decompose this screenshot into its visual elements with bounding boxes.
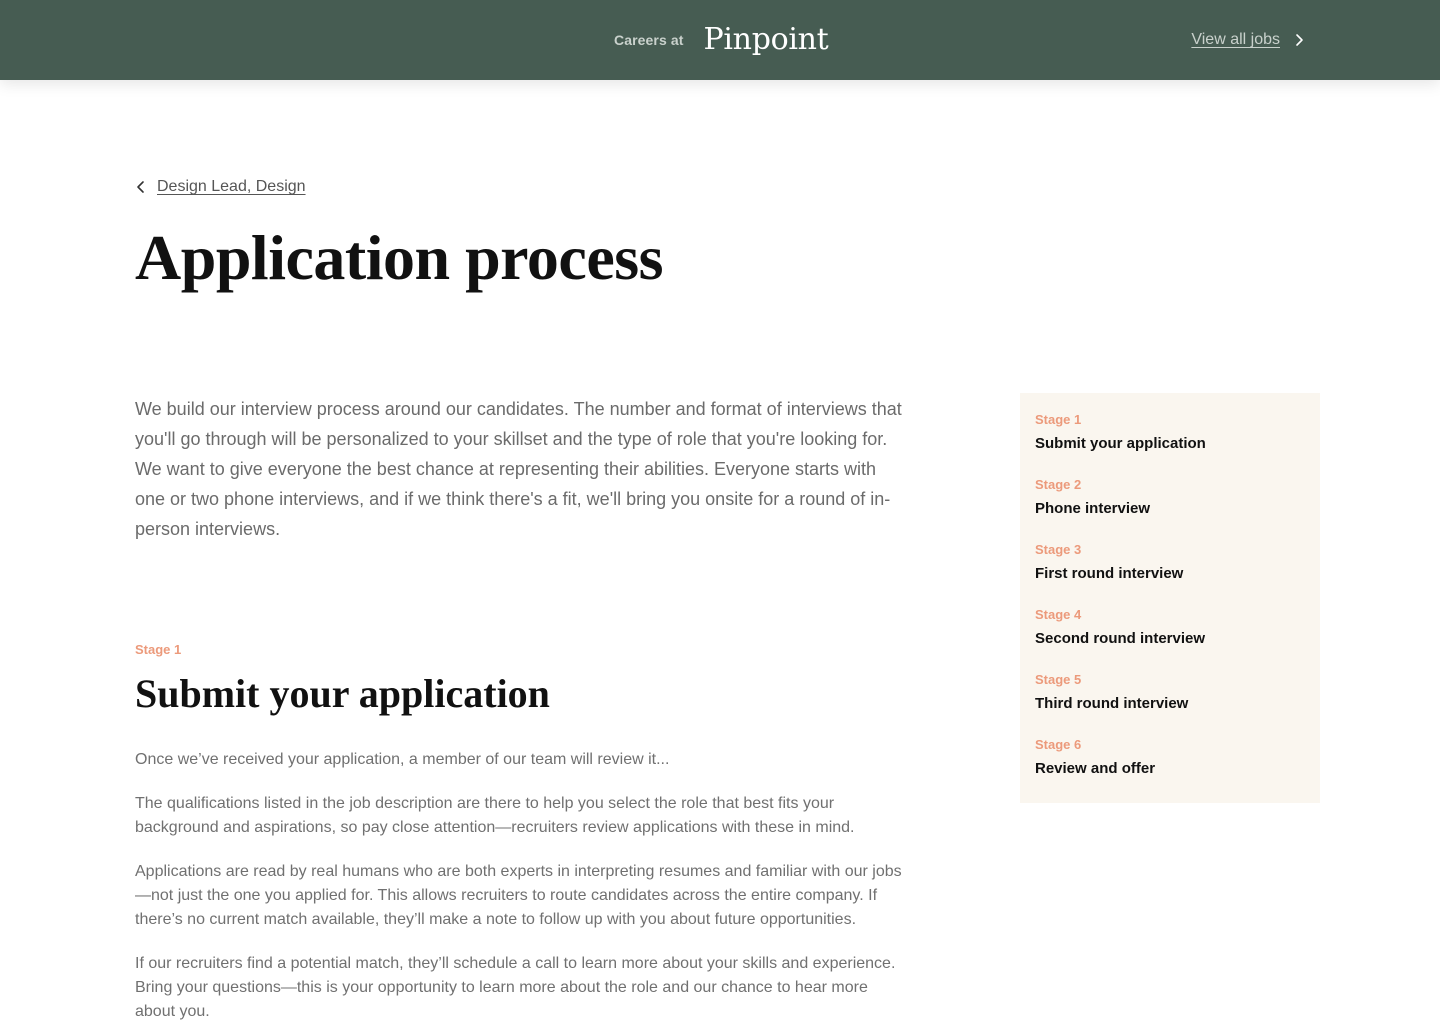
sidebar-stage-title: Phone interview bbox=[1035, 500, 1151, 517]
stage-paragraph: Once we’ve received your application, a member of our team will review it... bbox=[135, 751, 670, 768]
sidebar-stage-label: Stage 2 bbox=[1035, 477, 1082, 492]
intro-paragraph: We build our interview process around our candidates. The number and format of interviews that you'll go through will be personalized to your skillset and the type of role that you're looking for. We want to give everyone the best chance at representing their abilities. Everyone starts with one or two phone interviews, and if we think there's a fit, we'll bring you onsite for a round of in-person interviews. bbox=[135, 399, 902, 539]
sidebar-stage-title: First round interview bbox=[1035, 565, 1184, 582]
sidebar-stage-6[interactable] bbox=[1035, 736, 1305, 801]
sidebar-stage-label: Stage 6 bbox=[1035, 737, 1082, 752]
stage-label: Stage 1 bbox=[135, 642, 182, 657]
view-all-jobs-label: View all jobs bbox=[1191, 31, 1280, 48]
breadcrumb[interactable] bbox=[135, 178, 306, 196]
view-all-jobs-link[interactable] bbox=[1191, 0, 1308, 80]
sidebar-stage-label: Stage 5 bbox=[1035, 672, 1082, 687]
sidebar-stage-label: Stage 1 bbox=[1035, 412, 1082, 427]
sidebar-stage-title: Third round interview bbox=[1035, 695, 1189, 712]
sidebar-stage-title: Submit your application bbox=[1035, 435, 1206, 452]
sidebar-stage-1[interactable] bbox=[1035, 411, 1305, 476]
page-title: Application process bbox=[135, 222, 664, 293]
sidebar-stage-label: Stage 4 bbox=[1035, 607, 1082, 622]
sidebar-stage-3[interactable] bbox=[1035, 541, 1305, 606]
stages-sidebar bbox=[1020, 393, 1320, 803]
stage-paragraph: If our recruiters find a potential match, they’ll schedule a call to learn more about your skills and experience. Bring your questions—this is your opportunity to learn more about the role and our chance to hear more about you. bbox=[135, 955, 896, 1020]
breadcrumb-job-link[interactable]: Design Lead, Design bbox=[157, 178, 306, 195]
top-bar bbox=[0, 0, 1440, 80]
stage-paragraph: The qualifications listed in the job description are there to help you select the role that best fits your background and aspirations, so pay close attention—recruiters review applications with these in mind. bbox=[135, 795, 855, 836]
pinpoint-logo[interactable]: Pinpoint bbox=[703, 21, 829, 57]
brand[interactable] bbox=[614, 0, 828, 80]
careers-at-label: Careers at bbox=[614, 32, 684, 48]
sidebar-stage-2[interactable] bbox=[1035, 476, 1305, 541]
sidebar-stage-title: Second round interview bbox=[1035, 630, 1206, 647]
sidebar-stage-4[interactable] bbox=[1035, 606, 1305, 671]
chevron-left-icon bbox=[135, 179, 147, 195]
stage-paragraph: Applications are read by real humans who are both experts in interpreting resumes and familiar with our jobs—not just the one you applied for. This allows recruiters to route candidates across the entire company. If there’s no current match available, they’ll make a note to follow up with you about future opportunities. bbox=[135, 863, 902, 928]
stage-title: Submit your application bbox=[135, 671, 550, 716]
sidebar-stage-title: Review and offer bbox=[1035, 760, 1156, 777]
chevron-right-icon bbox=[1290, 31, 1308, 49]
sidebar-stage-label: Stage 3 bbox=[1035, 542, 1082, 557]
sidebar-stage-5[interactable] bbox=[1035, 671, 1305, 736]
